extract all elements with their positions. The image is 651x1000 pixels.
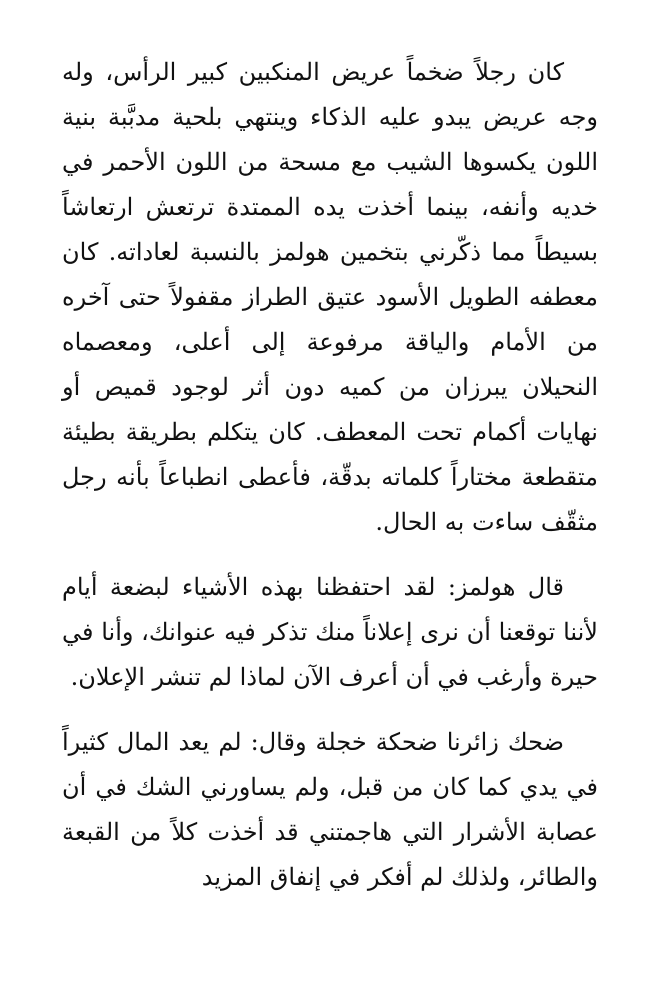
paragraph-description: كان رجلاً ضخماً عريض المنكبين كبير الرأس، وله وجه عريض يبدو عليه الذكاء وينتهي بلحية مدبَّبة بنية اللون يكسوها الشيب مع مسحة من اللون الأحمر في خديه وأنفه، بينما أخذت يده الممتدة ترتعش ارتعاشاً بسيطاً مما ذكّرني بتخمين هولمز بالنسبة لعاداته. كان معطفه الطويل الأسود عتيق الطراز مقفولاً حتى آخره من الأمام والياقة مرفوعة إلى أعلى، ومعصماه النحيلان يبرزان من كميه دون أثر لوجود قميص أو نهايات أكمام تحت المعطف. كان يتكلم بطريقة بطيئة متقطعة مختاراً كلماته بدقّة، فأعطى انطباعاً بأنه رجل مثقّف ساءت به الحال. xyxy=(62,58,598,536)
paragraph-holmes-speech: قال هولمز: لقد احتفظنا بهذه الأشياء لبضعة أيام لأننا توقعنا أن نرى إعلاناً منك تذكر فيه عنوانك، وأنا في حيرة وأرغب في أن أعرف الآن لماذا لم تنشر الإعلان. xyxy=(62,573,598,691)
paragraph-visitor-reply: ضحك زائرنا ضحكة خجلة وقال: لم يعد المال كثيراً في يدي كما كان من قبل، ولم يساورني الشك في أن عصابة الأشرار التي هاجمتني قد أخذت كلاً من القبعة والطائر، ولذلك لم أفكر في إنفاق المزيد xyxy=(62,728,598,891)
document-page xyxy=(62,50,598,900)
